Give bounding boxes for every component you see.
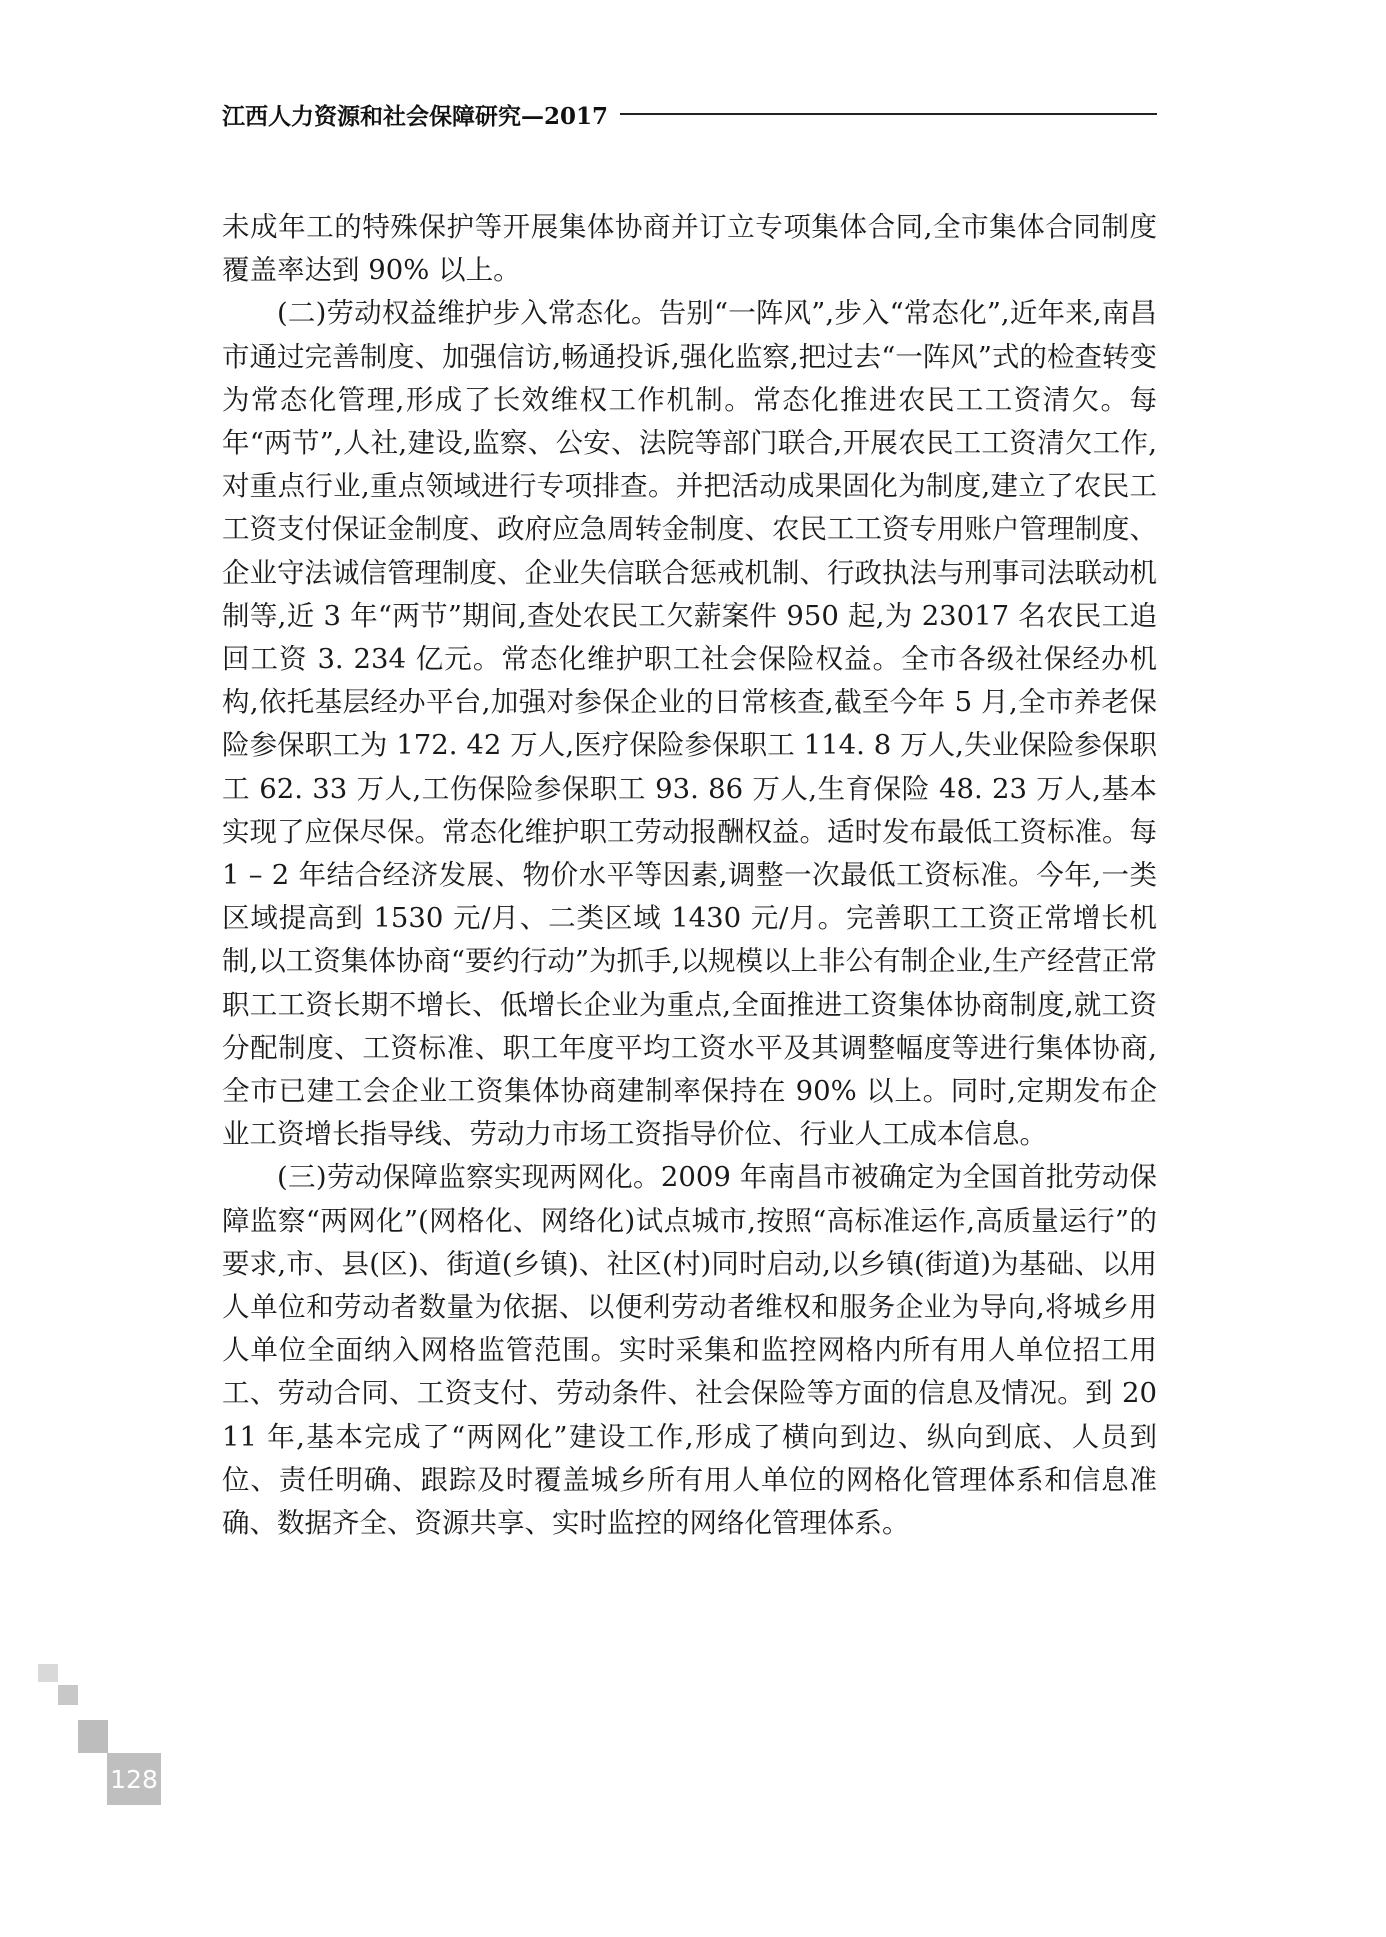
body-text — [222, 206, 1157, 1545]
running-header-title: 江西人力资源和社会保障研究—2017 — [222, 102, 609, 130]
decorative-square — [78, 1720, 108, 1753]
page-number: 128 — [107, 1753, 161, 1805]
paragraph-continuation: 未成年工的特殊保护等开展集体协商并订立专项集体合同,全市集体合同制度覆盖率达到 90% 以上。 — [222, 211, 1157, 287]
paragraph-labor-rights: (二)劳动权益维护步入常态化。告别“一阵风”,步入“常态化”,近年来,南昌市通过完善制度、加强信访,畅通投诉,强化监察,把过去“一阵风”式的检查转变为常态化管理,形成了长效维权工作机制。常态化推进农民工工资清欠。每年“两节”,人社,建设,监察、公安、法院等部门联合,开展农民工工资清欠工作,对重点行业,重点领域进行专项排查。并把活动成果固化为制度,建立了农民工工资支付保证金制度、政府应急周转金制度、农民工工资专用账户管理制度、企业守法诚信管理制度、企业失信联合惩戒机制、行政执法与刑事司法联动机制等,近 3 年“两节”期间,查处农民工欠薪案件 950 起,为 23017 名农民工追回工资 3. 234 亿元。常态化维护职工社会保险权益。全市各级社保经办机构,依托基层经办平台,加强对参保企业的日常核查,截至今年 5 月,全市养老保险参保职工为 172. 42 万人,医疗保险参保职工 114. 8 万人,失业保险参保职工 62. 33 万人,工伤保险参保职工 93. 86 万人,生育保险 48. 23 万人,基本实现了应保尽保。常态化维护职工劳动报酬权益。适时发布最低工资标准。每 1 – 2 年结合经济发展、物价水平等因素,调整一次最低工资标准。今年,一类区域提高到 1530 元/月、二类区域 1430 元/月。完善职工工资正常增长机制,以工资集体协商“要约行动”为抓手,以规模以上非公有制企业,生产经营正常职工工资长期不增长、低增长企业为重点,全面推进工资集体协商制度,就工资分配制度、工资标准、职工年度平均工资水平及其调整幅度等进行集体协商,全市已建工会企业工资集体协商建制率保持在 90% 以上。同时,定期发布企业工资增长指导线、劳动力市场工资指导价位、行业人工成本信息。 — [222, 297, 1157, 1151]
decorative-square — [38, 1664, 58, 1682]
decorative-square — [58, 1685, 78, 1705]
paragraph-supervision: (三)劳动保障监察实现两网化。2009 年南昌市被确定为全国首批劳动保障监察“两网化”(网格化、网络化)试点城市,按照“高标准运作,高质量运行”的要求,市、县(区)、街道(乡镇)、社区(村)同时启动,以乡镇(街道)为基础、以用人单位和劳动者数量为依据、以便利劳动者维权和服务企业为导向,将城乡用人单位全面纳入网格监管范围。实时采集和监控网格内所有用人单位招工用工、劳动合同、工资支付、劳动条件、社会保险等方面的信息及情况。到 2011 年,基本完成了“两网化”建设工作,形成了横向到边、纵向到底、人员到位、责任明确、跟踪及时覆盖城乡所有用人单位的网格化管理体系和信息准确、数据齐全、资源共享、实时监控的网络化管理体系。 — [222, 1161, 1157, 1540]
running-header — [222, 96, 1157, 132]
header-rule — [620, 113, 1157, 115]
